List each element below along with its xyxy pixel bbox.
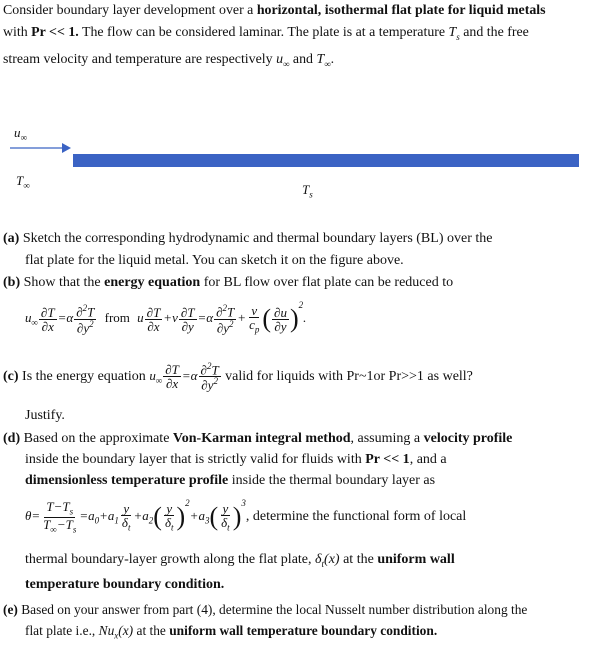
part-d-text: , and a (409, 452, 447, 467)
part-d-text: inside the thermal boundary layer as (228, 473, 436, 488)
justify-text: Justify. (25, 408, 65, 423)
velocity-profile-bold: velocity profile (423, 431, 513, 446)
t-symbol: T (16, 173, 24, 188)
temperature-bc-bold: temperature boundary condition. (25, 577, 225, 592)
pr-condition-bold: Pr << 1 (365, 452, 410, 467)
part-d-line-1 (3, 431, 512, 447)
nusselt-arg: (x) (118, 623, 134, 638)
part-c-text: Is the energy equation (22, 368, 146, 384)
part-d-text: , assuming a (350, 431, 424, 446)
part-d-line-3 (25, 473, 435, 489)
delta-arg: (x) (324, 552, 340, 567)
part-b-label: (b) (3, 275, 21, 290)
u-symbol: u (14, 125, 21, 140)
part-b-text: Show that the (23, 275, 105, 290)
part-e-bold: uniform wall temperature boundary condition. (169, 623, 438, 638)
temperature-profile-equation: θ= $\frac{T-T_s}{T_\infty-T_s}$ $=a_0+a_1$ $\frac{y}{\delta_t}$ $+a_2$( $\frac{y}{\delta_t}$ )$^2+a_3$( $\frac{y}{\delta_t}$ )$^3$, determine the functional form of local (25, 498, 467, 535)
intro-text: stream velocity and temperature are respectively (3, 52, 277, 67)
part-c-text: valid for liquids with Pr~1or Pr>>1 as well? (225, 368, 473, 384)
figure-ts-label (302, 182, 313, 200)
intro-line-3 (3, 52, 334, 69)
intro-text: Consider boundary layer development over a (3, 3, 257, 18)
part-b-text: for BL flow over flat plate can be reduced to (200, 275, 454, 290)
part-b-bold: energy equation (104, 275, 201, 290)
prandtl-condition: Pr << 1. (31, 25, 79, 40)
nusselt-symbol: Nu (98, 623, 115, 638)
part-d-label: (d) (3, 431, 21, 446)
intro-line-1 (3, 3, 546, 19)
part-c-label: (c) (3, 368, 19, 384)
u-inf-symbol: u (276, 52, 284, 67)
part-e-line-2 (25, 623, 437, 641)
part-e-line-1 (3, 602, 527, 618)
delta-symbol: δ (315, 552, 322, 567)
flat-plate (73, 154, 579, 167)
u-subscript: ∞ (20, 132, 27, 143)
part-b (3, 275, 453, 291)
part-d-line-2 (25, 452, 447, 468)
von-karman-bold: Von-Karman integral method (172, 431, 351, 446)
t-inf-symbol: T (316, 52, 325, 67)
delta-subscript: t (321, 558, 325, 569)
figure-t-inf-label (16, 173, 30, 191)
intro-text: and (289, 52, 317, 67)
nusselt-subscript: x (114, 630, 119, 641)
u-inf-subscript: ∞ (283, 58, 290, 69)
part-d-text: thermal boundary-layer growth along the flat plate, (25, 552, 312, 567)
intro-line-2 (3, 25, 529, 42)
part-d-line-6 (25, 577, 224, 593)
t-inf-subscript: ∞ (324, 58, 331, 69)
part-e-text: flat plate i.e., (25, 623, 96, 638)
part-c (3, 362, 473, 392)
intro-text: with (3, 25, 32, 40)
intro-text: and the free (459, 25, 529, 40)
intro-bold: horizontal, isothermal flat plate for liquid metals (256, 3, 546, 18)
part-d-text: inside the boundary layer that is strictly valid for fluids with (25, 452, 366, 467)
t-subscript: ∞ (23, 180, 30, 191)
intro-text: . (330, 52, 335, 67)
intro-text: The flow can be considered laminar. The plate is at a temperature (78, 25, 449, 40)
ts-subscript: s (456, 31, 460, 42)
energy-equation-row (25, 300, 306, 334)
part-e-text: Based on your answer from part (4), determine the local Nusselt number distribution along the (21, 602, 528, 617)
part-c-justify (25, 408, 65, 424)
part-d-text: at the (339, 552, 378, 567)
ts-subscript: s (309, 189, 313, 200)
part-a (3, 231, 492, 247)
determine-text: , determine the functional form of local (245, 509, 467, 524)
freestream-arrow (10, 140, 72, 156)
part-e-label: (e) (3, 602, 18, 617)
part-a-cont (25, 253, 404, 269)
from-word: from (104, 310, 130, 325)
part-a-text: Sketch the corresponding hydrodynamic and thermal boundary layers (BL) over the (22, 231, 493, 246)
ts-symbol: T (302, 182, 310, 197)
reduced-equation: $u_\infty$ $\frac{\partial T}{\partial x}$ =α $\frac{\partial^2T}{\partial y^2}$ (25, 303, 95, 335)
part-e-text: at the (133, 623, 170, 638)
part-c-equation: $u_\infty$ $\frac{\partial T}{\partial x}$ =α $\frac{\partial^2T}{\partial y^2}$ (149, 361, 219, 393)
full-energy-equation: u $\frac{\partial T}{\partial x}$ +v $\frac{\partial T}{\partial y}$ =α $\frac{\partial^2T}{\partial y^2}$ + $\frac{\nu}{c_p}$ ( $\frac{\partial u}{\partial y}$ )$^2$. (137, 300, 307, 335)
ts-symbol: T (448, 25, 457, 40)
part-d-text: Based on the approximate (23, 431, 173, 446)
part-d-line-5 (25, 552, 455, 569)
part-a-label: (a) (3, 231, 20, 246)
uniform-wall-bold: uniform wall (377, 552, 455, 567)
part-a-text: flat plate for the liquid metal. You can sketch it on the figure above. (25, 253, 404, 268)
temperature-profile-bold: dimensionless temperature profile (25, 473, 229, 488)
